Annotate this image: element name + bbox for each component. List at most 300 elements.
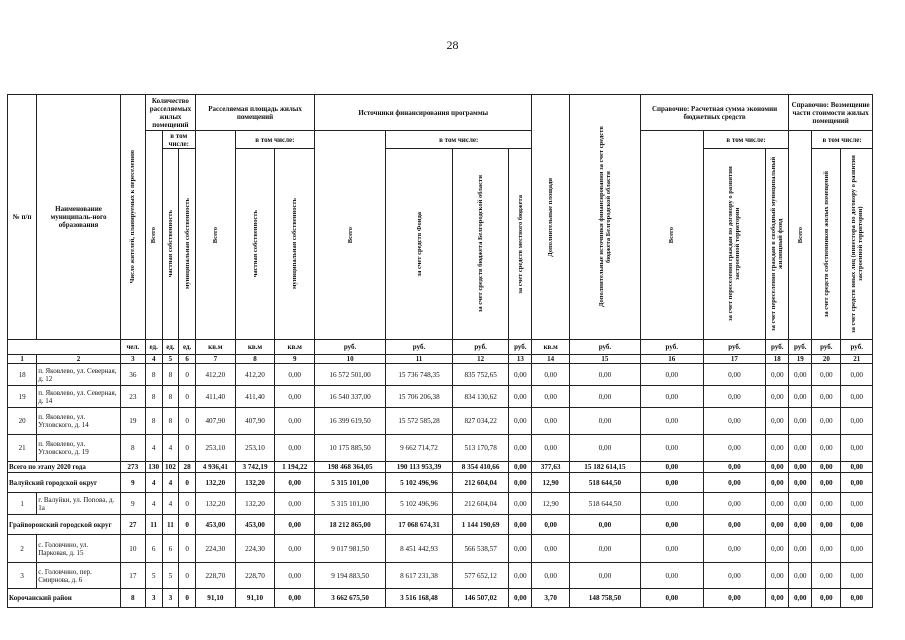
header-extra-area: Дополнительные площади <box>532 95 570 340</box>
row-number: 18 <box>8 364 37 386</box>
header-sources-total: Всего <box>315 131 386 340</box>
value-cell: 4 <box>145 493 162 515</box>
row-name: п. Яковлево, ул. Угловского, д. 19 <box>37 435 121 462</box>
value-cell: 146 507,02 <box>452 589 508 608</box>
table-row <box>8 563 873 589</box>
header-local: за счет средств местного бюджета <box>509 149 532 340</box>
value-cell: 0,00 <box>812 589 841 608</box>
value-cell: 0,00 <box>841 364 873 386</box>
value-cell: 0,00 <box>509 493 532 515</box>
unit-cell: кв.м <box>235 340 275 355</box>
value-cell: 0 <box>179 473 196 493</box>
value-cell: 4 <box>162 493 179 515</box>
value-cell: 834 130,62 <box>452 386 508 408</box>
value-cell: 17 <box>120 563 145 589</box>
column-number-cell: 21 <box>841 355 873 364</box>
table-row <box>8 386 873 408</box>
column-number-cell: 11 <box>386 355 453 364</box>
value-cell: 0,00 <box>532 563 570 589</box>
value-cell: 12,90 <box>532 473 570 493</box>
value-cell: 23 <box>120 386 145 408</box>
value-cell: 10 <box>120 535 145 563</box>
value-cell: 5 102 496,96 <box>386 493 453 515</box>
header-area-private: частная собственность <box>235 149 275 340</box>
value-cell: 0,00 <box>841 493 873 515</box>
value-cell: 0,00 <box>841 515 873 535</box>
header-sources-incl: в том числе: <box>386 131 532 149</box>
value-cell: 8 <box>120 435 145 462</box>
value-cell: 15 572 585,28 <box>386 408 453 435</box>
column-number-cell: 8 <box>235 355 275 364</box>
value-cell: 0,00 <box>532 386 570 408</box>
value-cell: 411,40 <box>235 386 275 408</box>
row-number: 2 <box>8 535 37 563</box>
value-cell: 0,00 <box>275 408 315 435</box>
header-ref2-total: Всего <box>789 131 812 340</box>
value-cell: 0,00 <box>812 493 841 515</box>
value-cell: 102 <box>162 462 179 473</box>
value-cell: 0,00 <box>789 408 812 435</box>
value-cell: 0,00 <box>703 408 766 435</box>
row-name: Валуйский городской округ <box>8 473 121 493</box>
value-cell: 0,00 <box>569 435 640 462</box>
header-fund: за счет средств Фонда <box>386 149 453 340</box>
value-cell: 15 736 748,35 <box>386 364 453 386</box>
value-cell: 0,00 <box>766 493 789 515</box>
value-cell: 0,00 <box>703 462 766 473</box>
header-municipality: Наименование муниципаль-ного образования <box>37 95 121 340</box>
column-number-cell: 12 <box>452 355 508 364</box>
value-cell: 0,00 <box>640 408 703 435</box>
header-ref2-a: за счет средств собственников жилых помещений <box>812 149 841 340</box>
header-extra-sources: Дополнительные источники финансирования за счет средств бюджета Белгородской области <box>569 95 640 340</box>
value-cell: 8 354 410,66 <box>452 462 508 473</box>
table-row <box>8 493 873 515</box>
header-rooms-count: Количество расселяемых жилых помещений <box>145 95 195 131</box>
value-cell: 132,20 <box>195 473 235 493</box>
value-cell: 0,00 <box>532 515 570 535</box>
value-cell: 8 <box>162 386 179 408</box>
value-cell: 273 <box>120 462 145 473</box>
value-cell: 0,00 <box>703 535 766 563</box>
value-cell: 15 182 614,15 <box>569 462 640 473</box>
header-area-municipal: муниципальная собственность <box>275 149 315 340</box>
summary-row <box>8 515 873 535</box>
value-cell: 0,00 <box>703 589 766 608</box>
row-name: п. Яковлево, ул. Угловского, д. 14 <box>37 408 121 435</box>
value-cell: 8 <box>145 408 162 435</box>
column-number-cell: 17 <box>703 355 766 364</box>
value-cell: 0,00 <box>789 515 812 535</box>
value-cell: 0,00 <box>766 435 789 462</box>
value-cell: 4 <box>162 473 179 493</box>
value-cell: 4 <box>162 435 179 462</box>
value-cell: 16 572 501,00 <box>315 364 386 386</box>
row-name: с. Головчино, пер. Смирнова, д. 6 <box>37 563 121 589</box>
column-number-cell: 10 <box>315 355 386 364</box>
value-cell: 513 170,78 <box>452 435 508 462</box>
value-cell: 377,63 <box>532 462 570 473</box>
value-cell: 8 <box>120 589 145 608</box>
column-number-cell: 15 <box>569 355 640 364</box>
value-cell: 212 604,04 <box>452 493 508 515</box>
row-name: п. Яковлево, ул. Северная, д. 14 <box>37 386 121 408</box>
header-rooms-incl: в том числе: <box>162 131 195 149</box>
value-cell: 0,00 <box>703 364 766 386</box>
unit-cell: чел. <box>120 340 145 355</box>
value-cell: 132,20 <box>195 493 235 515</box>
table-row <box>8 535 873 563</box>
value-cell: 0,00 <box>812 386 841 408</box>
value-cell: 27 <box>120 515 145 535</box>
value-cell: 518 644,50 <box>569 473 640 493</box>
header-rooms-municipal: муниципальная собственность <box>179 149 196 340</box>
unit-cell: руб. <box>841 340 873 355</box>
value-cell: 518 644,50 <box>569 493 640 515</box>
value-cell: 3 516 168,48 <box>386 589 453 608</box>
value-cell: 0,00 <box>569 563 640 589</box>
value-cell: 0,00 <box>509 589 532 608</box>
value-cell: 0,00 <box>640 386 703 408</box>
value-cell: 9 <box>120 473 145 493</box>
value-cell: 0,00 <box>789 563 812 589</box>
page-number: 28 <box>446 38 459 52</box>
column-number-cell: 2 <box>37 355 121 364</box>
value-cell: 11 <box>162 515 179 535</box>
value-cell: 198 468 364,05 <box>315 462 386 473</box>
value-cell: 0,00 <box>569 386 640 408</box>
value-cell: 0 <box>179 386 196 408</box>
column-number-cell: 13 <box>509 355 532 364</box>
value-cell: 5 315 101,00 <box>315 473 386 493</box>
value-cell: 0,00 <box>766 364 789 386</box>
value-cell: 0,00 <box>509 563 532 589</box>
row-name: Корочанский район <box>8 589 121 608</box>
value-cell: 228,70 <box>195 563 235 589</box>
header-area-incl: в том числе: <box>235 131 314 149</box>
value-cell: 407,90 <box>195 408 235 435</box>
value-cell: 0,00 <box>275 535 315 563</box>
value-cell: 0,00 <box>275 515 315 535</box>
value-cell: 0,00 <box>640 462 703 473</box>
value-cell: 453,00 <box>195 515 235 535</box>
value-cell: 0,00 <box>532 364 570 386</box>
column-number-cell: 19 <box>789 355 812 364</box>
value-cell: 190 113 953,39 <box>386 462 453 473</box>
value-cell: 0 <box>179 493 196 515</box>
row-number: 21 <box>8 435 37 462</box>
header-area: Расселяемая площадь жилых помещений <box>195 95 314 131</box>
value-cell: 6 <box>162 535 179 563</box>
header-ref-savings: Справочно: Расчетная сумма экономии бюджетных средств <box>640 95 788 131</box>
value-cell: 253,10 <box>235 435 275 462</box>
value-cell: 0,00 <box>640 493 703 515</box>
header-ref2-b: за счет средств иных лиц (инвестора по договору о развитии застроенной территории) <box>841 149 873 340</box>
value-cell: 5 315 101,00 <box>315 493 386 515</box>
column-number-cell: 1 <box>8 355 37 364</box>
value-cell: 130 <box>145 462 162 473</box>
unit-cell: кв.м <box>532 340 570 355</box>
header-rooms-private: частная собственность <box>162 149 179 340</box>
value-cell: 5 <box>162 563 179 589</box>
value-cell: 407,90 <box>235 408 275 435</box>
column-number-cell: 20 <box>812 355 841 364</box>
value-cell: 0 <box>179 535 196 563</box>
value-cell: 0 <box>179 589 196 608</box>
value-cell: 0,00 <box>812 462 841 473</box>
value-cell: 0,00 <box>275 589 315 608</box>
value-cell: 8 617 231,38 <box>386 563 453 589</box>
value-cell: 0,00 <box>789 535 812 563</box>
value-cell: 3 <box>145 589 162 608</box>
value-cell: 0,00 <box>509 386 532 408</box>
value-cell: 453,00 <box>235 515 275 535</box>
header-ref1-a: за счет переселения граждан по договору о развитии застроенной территории <box>703 149 766 340</box>
value-cell: 0 <box>179 515 196 535</box>
value-cell: 0,00 <box>703 493 766 515</box>
value-cell: 0,00 <box>703 515 766 535</box>
unit-cell: ед. <box>145 340 162 355</box>
value-cell: 0,00 <box>812 364 841 386</box>
value-cell: 132,20 <box>235 473 275 493</box>
value-cell: 8 <box>145 364 162 386</box>
value-cell: 0,00 <box>275 473 315 493</box>
row-number: 20 <box>8 408 37 435</box>
value-cell: 0 <box>179 435 196 462</box>
unit-cell: руб. <box>703 340 766 355</box>
value-cell: 0,00 <box>812 473 841 493</box>
value-cell: 0,00 <box>841 435 873 462</box>
value-cell: 212 604,04 <box>452 473 508 493</box>
value-cell: 0,00 <box>640 563 703 589</box>
value-cell: 0,00 <box>532 535 570 563</box>
unit-cell: руб. <box>452 340 508 355</box>
value-cell: 0,00 <box>841 462 873 473</box>
value-cell: 0,00 <box>789 589 812 608</box>
column-number-cell: 14 <box>532 355 570 364</box>
unit-cell: кв.м <box>275 340 315 355</box>
value-cell: 0,00 <box>789 493 812 515</box>
header-no: № п/п <box>8 95 37 340</box>
value-cell: 0,00 <box>640 364 703 386</box>
value-cell: 0,00 <box>275 563 315 589</box>
header-sources: Источники финансирования программы <box>315 95 532 131</box>
header-rooms-total: Всего <box>145 131 162 340</box>
value-cell: 0,00 <box>841 563 873 589</box>
value-cell: 10 175 885,50 <box>315 435 386 462</box>
value-cell: 0,00 <box>509 435 532 462</box>
value-cell: 28 <box>179 462 196 473</box>
value-cell: 0,00 <box>841 589 873 608</box>
value-cell: 566 538,57 <box>452 535 508 563</box>
value-cell: 0,00 <box>766 589 789 608</box>
value-cell: 253,10 <box>195 435 235 462</box>
column-number-cell: 3 <box>120 355 145 364</box>
value-cell: 0,00 <box>640 473 703 493</box>
value-cell: 0,00 <box>532 408 570 435</box>
value-cell: 148 758,50 <box>569 589 640 608</box>
column-number-cell: 16 <box>640 355 703 364</box>
value-cell: 11 <box>145 515 162 535</box>
value-cell: 0,00 <box>766 462 789 473</box>
value-cell: 4 <box>145 435 162 462</box>
unit-cell: кв.м <box>195 340 235 355</box>
value-cell: 8 <box>162 364 179 386</box>
units-spacer <box>8 340 121 355</box>
column-number-cell: 18 <box>766 355 789 364</box>
value-cell: 0,00 <box>640 589 703 608</box>
value-cell: 0,00 <box>509 408 532 435</box>
value-cell: 224,30 <box>235 535 275 563</box>
value-cell: 9 662 714,72 <box>386 435 453 462</box>
value-cell: 0 <box>179 563 196 589</box>
value-cell: 5 102 496,96 <box>386 473 453 493</box>
header-ref1-incl: в том числе: <box>703 131 789 149</box>
row-name: Грайворонский городской округ <box>8 515 121 535</box>
units-row <box>8 340 873 355</box>
header-regional: за счет средств бюджета Белгородской области <box>452 149 508 340</box>
value-cell: 835 752,65 <box>452 364 508 386</box>
column-number-cell: 9 <box>275 355 315 364</box>
value-cell: 9 <box>120 493 145 515</box>
resettlement-table <box>7 94 873 608</box>
row-number: 3 <box>8 563 37 589</box>
value-cell: 8 451 442,93 <box>386 535 453 563</box>
value-cell: 412,20 <box>235 364 275 386</box>
value-cell: 132,20 <box>235 493 275 515</box>
column-number-cell: 6 <box>179 355 196 364</box>
header-area-total: Всего <box>195 131 235 340</box>
value-cell: 827 034,22 <box>452 408 508 435</box>
value-cell: 9 017 981,50 <box>315 535 386 563</box>
value-cell: 4 936,41 <box>195 462 235 473</box>
value-cell: 17 068 674,31 <box>386 515 453 535</box>
value-cell: 0,00 <box>812 408 841 435</box>
value-cell: 0 <box>179 408 196 435</box>
table-row <box>8 435 873 462</box>
value-cell: 0,00 <box>841 473 873 493</box>
unit-cell: руб. <box>766 340 789 355</box>
value-cell: 0,00 <box>789 473 812 493</box>
value-cell: 18 212 865,00 <box>315 515 386 535</box>
value-cell: 0,00 <box>703 563 766 589</box>
column-number-cell: 4 <box>145 355 162 364</box>
value-cell: 0,00 <box>275 364 315 386</box>
table-row <box>8 408 873 435</box>
value-cell: 0 <box>179 364 196 386</box>
value-cell: 577 652,12 <box>452 563 508 589</box>
unit-cell: руб. <box>789 340 812 355</box>
value-cell: 1 144 190,69 <box>452 515 508 535</box>
unit-cell: ед. <box>162 340 179 355</box>
value-cell: 0,00 <box>275 386 315 408</box>
value-cell: 16 399 619,50 <box>315 408 386 435</box>
row-name: г. Валуйки, ул. Попова, д. 1а <box>37 493 121 515</box>
value-cell: 0,00 <box>766 386 789 408</box>
header-ref1-b: за счет переселения граждан в свободный муниципальный жилищный фонд <box>766 149 789 340</box>
value-cell: 0,00 <box>703 473 766 493</box>
value-cell: 0,00 <box>569 408 640 435</box>
value-cell: 0,00 <box>841 408 873 435</box>
unit-cell: руб. <box>640 340 703 355</box>
summary-row <box>8 462 873 473</box>
unit-cell: руб. <box>315 340 386 355</box>
row-name: Всего по этапу 2020 года <box>8 462 121 473</box>
value-cell: 0,00 <box>569 364 640 386</box>
unit-cell: ед. <box>179 340 196 355</box>
value-cell: 0,00 <box>789 435 812 462</box>
value-cell: 19 <box>120 408 145 435</box>
value-cell: 5 <box>145 563 162 589</box>
value-cell: 0,00 <box>766 408 789 435</box>
value-cell: 228,70 <box>235 563 275 589</box>
value-cell: 0,00 <box>275 435 315 462</box>
value-cell: 0,00 <box>532 435 570 462</box>
value-cell: 0,00 <box>789 462 812 473</box>
value-cell: 8 <box>162 408 179 435</box>
value-cell: 0,00 <box>569 535 640 563</box>
value-cell: 91,10 <box>235 589 275 608</box>
value-cell: 0,00 <box>703 386 766 408</box>
value-cell: 0,00 <box>789 364 812 386</box>
row-number: 19 <box>8 386 37 408</box>
value-cell: 1 194,22 <box>275 462 315 473</box>
value-cell: 6 <box>145 535 162 563</box>
value-cell: 12,90 <box>532 493 570 515</box>
value-cell: 412,20 <box>195 364 235 386</box>
value-cell: 0,00 <box>766 563 789 589</box>
unit-cell: руб. <box>569 340 640 355</box>
table-row <box>8 364 873 386</box>
value-cell: 0,00 <box>509 515 532 535</box>
value-cell: 0,00 <box>812 435 841 462</box>
value-cell: 0,00 <box>640 535 703 563</box>
value-cell: 0,00 <box>766 473 789 493</box>
value-cell: 3,70 <box>532 589 570 608</box>
value-cell: 3 <box>162 589 179 608</box>
value-cell: 0,00 <box>640 515 703 535</box>
value-cell: 9 194 883,50 <box>315 563 386 589</box>
value-cell: 0,00 <box>509 462 532 473</box>
value-cell: 0,00 <box>509 473 532 493</box>
value-cell: 0,00 <box>703 435 766 462</box>
value-cell: 0,00 <box>509 535 532 563</box>
value-cell: 0,00 <box>275 493 315 515</box>
column-number-cell: 5 <box>162 355 179 364</box>
value-cell: 0,00 <box>841 535 873 563</box>
value-cell: 0,00 <box>569 515 640 535</box>
column-number-cell: 7 <box>195 355 235 364</box>
value-cell: 3 742,19 <box>235 462 275 473</box>
value-cell: 0,00 <box>789 386 812 408</box>
summary-row <box>8 589 873 608</box>
value-cell: 0,00 <box>766 535 789 563</box>
unit-cell: руб. <box>509 340 532 355</box>
row-name: п. Яковлево, ул. Северная, д. 12 <box>37 364 121 386</box>
header-ref1-total: Всего <box>640 131 703 340</box>
header-residents: Число жителей, планируемых к переселению <box>120 95 145 340</box>
value-cell: 91,10 <box>195 589 235 608</box>
value-cell: 0,00 <box>812 563 841 589</box>
value-cell: 0,00 <box>509 364 532 386</box>
value-cell: 224,30 <box>195 535 235 563</box>
value-cell: 15 706 206,38 <box>386 386 453 408</box>
value-cell: 411,40 <box>195 386 235 408</box>
header-ref-compensation: Справочно: Возмещение части стоимости жилых помещений <box>789 95 873 131</box>
row-number: 1 <box>8 493 37 515</box>
value-cell: 4 <box>145 473 162 493</box>
unit-cell: руб. <box>386 340 453 355</box>
